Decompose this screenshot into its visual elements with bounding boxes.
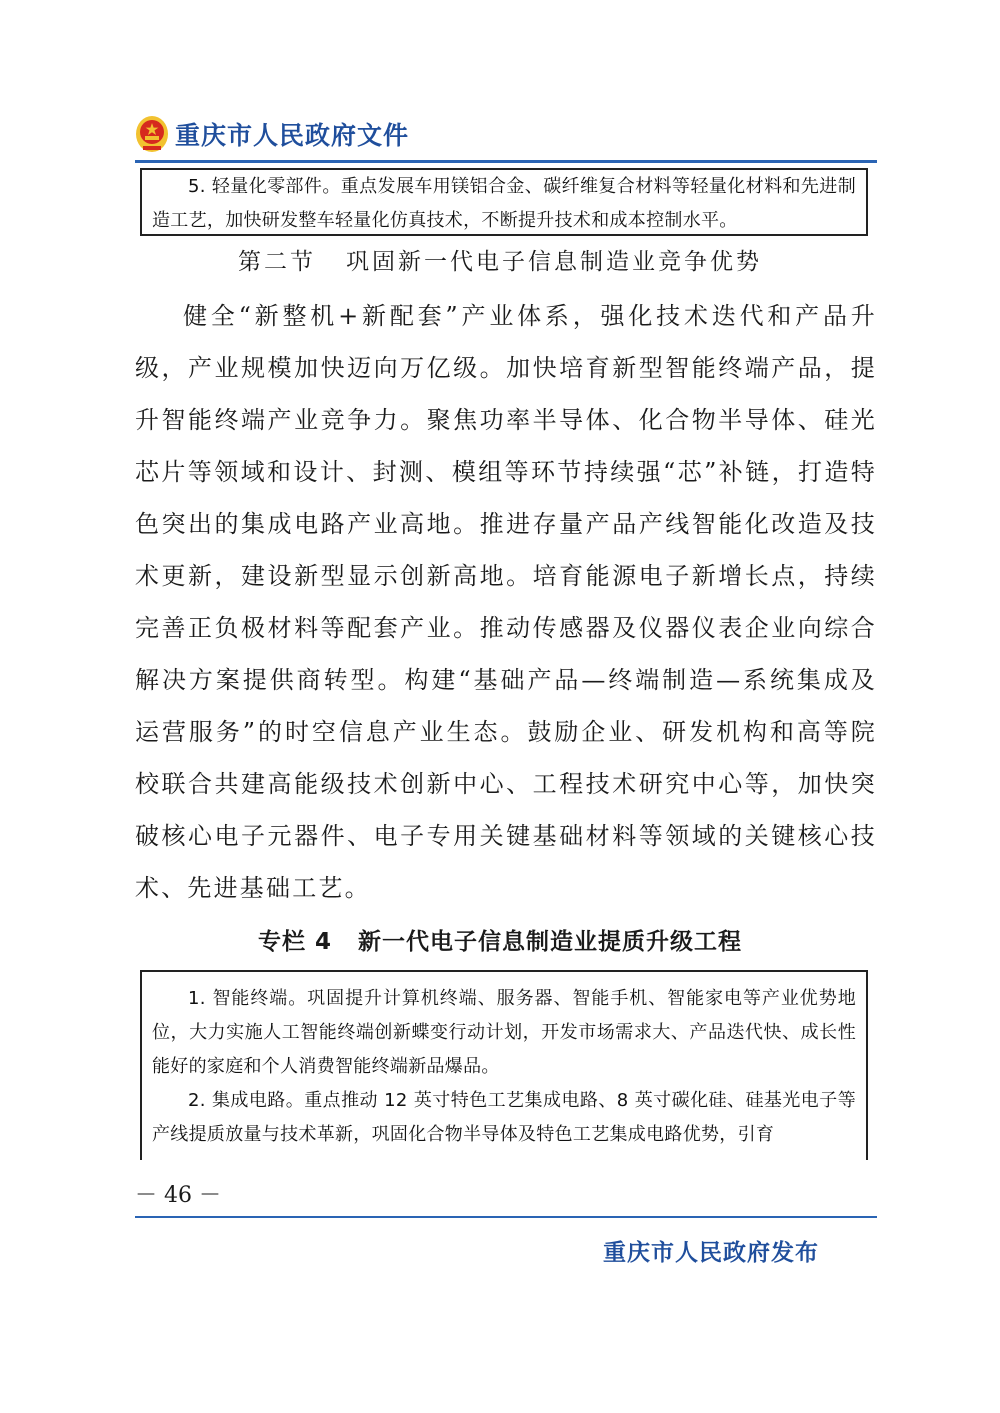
footer-rule [135,1216,877,1218]
section-number: 第二节 [238,249,316,275]
column-item: 2. 集成电路。重点推动 12 英寸特色工艺集成电路、8 英寸碳化硅、硅基光电子等产线提质放量与技术革新，巩固化合物半导体及特色工艺集成电路优势，引育 [152,1090,856,1145]
header-title: 重庆市人民政府文件 [175,121,410,150]
body-text [135,290,877,914]
section-title: 巩固新一代电子信息制造业竞争优势 [346,249,762,275]
body-paragraph: 健全“新整机+新配套”产业体系，强化技术迭代和产品升级，产业规模加快迈向万亿级。加快培育新型智能终端产品，提升智能终端产业竞争力。聚焦功率半导体、化合物半导体、硅光芯片等领域和设计、封测、模组等环节持续强“芯”补链，打造特色突出的集成电路产业高地。推进存量产品产线智能化改造及技术更新，建设新型显示创新高地。培育能源电子新增长点，持续完善正负极材料等配套产业。推动传感器及仪器仪表企业向综合解决方案提供商转型。构建“基础产品—终端制造—系统集成及运营服务”的时空信息产业生态。鼓励企业、研发机构和高等院校联合共建高能级技术创新中心、工程技术研究中心等，加快突破核心电子元器件、电子专用关键基础材料等领域的关键核心技术、先进基础工艺。 [135,302,877,902]
column-item: 1. 智能终端。巩固提升计算机终端、服务器、智能手机、智能家电等产业优势地位，大力实施人工智能终端创新蝶变行动计划，开发市场需求大、产品迭代快、成长性能好的家庭和个人消费智能终端新品爆品。 [152,988,856,1077]
column-box [140,970,868,1160]
column-title: 新一代电子信息制造业提质升级工程 [358,929,742,955]
page-number: － 46 － [135,1183,221,1208]
national-emblem-icon [135,115,169,153]
section-heading [0,243,1000,276]
column-heading [0,923,1000,956]
document-header [135,112,409,156]
column-item-text: 5. 轻量化零部件。重点发展车用镁铝合金、碳纤维复合材料等轻量化材料和先进制造工艺，加快研发整车轻量化仿真技术，不断提升技术和成本控制水平。 [152,176,856,231]
previous-column-box [140,168,868,236]
column-number: 专栏 4 [257,929,332,955]
header-rule [135,160,877,163]
publisher-label: 重庆市人民政府发布 [603,1240,819,1266]
